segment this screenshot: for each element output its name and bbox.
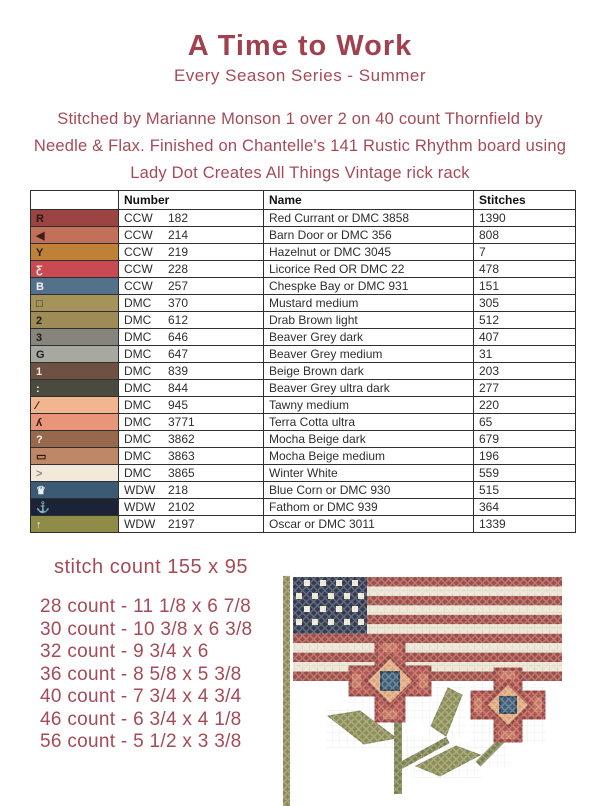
stitches-cell: 407	[474, 329, 576, 346]
name-cell: Beaver Grey ultra dark	[264, 380, 474, 397]
name-cell: Red Currant or DMC 3858	[264, 210, 474, 227]
stitch-symbol: ∕	[36, 399, 38, 412]
thread-color-swatch	[31, 431, 119, 448]
thread-brand: DMC	[124, 449, 152, 463]
stitch-symbol: 3	[36, 331, 43, 344]
stitch-symbol: 1	[36, 365, 43, 378]
number-column-header: Number	[119, 191, 264, 210]
stitches-cell: 196	[474, 448, 576, 465]
thread-code: 370	[168, 296, 189, 310]
thread-brand: DMC	[124, 432, 152, 446]
name-cell: Licorice Red OR DMC 22	[264, 261, 474, 278]
thread-brand: DMC	[124, 313, 152, 327]
stitch-count: stitch count 155 x 95	[54, 556, 248, 578]
number-cell	[119, 295, 264, 312]
size-line: 40 count - 7 3/4 x 4 3/4	[40, 686, 242, 707]
description-line: Needle & Flax. Finished on Chantelle's 141 Rustic Rhythm board using	[33, 137, 567, 155]
thread-code: 214	[168, 228, 189, 242]
size-list	[40, 596, 252, 754]
thread-color-swatch	[31, 295, 119, 312]
stitches-cell: 31	[474, 346, 576, 363]
size-line: 56 count - 5 1/2 x 3 3/8	[40, 731, 242, 752]
number-cell	[119, 227, 264, 244]
table-row	[31, 363, 576, 380]
stitch-symbol: G	[36, 348, 45, 361]
stitch-symbol: R	[36, 212, 44, 225]
stitch-texture	[280, 568, 600, 806]
name-cell: Mocha Beige dark	[264, 431, 474, 448]
stitch-symbol: ▭	[36, 450, 47, 463]
description-line: Stitched by Marianne Monson 1 over 2 on 40 count Thornfield by	[57, 110, 543, 128]
number-cell	[119, 380, 264, 397]
name-cell: Blue Corn or DMC 930	[264, 482, 474, 499]
stitch-symbol: ?	[36, 433, 43, 446]
name-cell: Winter White	[264, 465, 474, 482]
table-row	[31, 278, 576, 295]
stitch-symbol: ⚓	[36, 501, 50, 514]
number-cell	[119, 397, 264, 414]
thread-brand: WDW	[124, 483, 156, 497]
thread-code: 257	[168, 279, 189, 293]
thread-code: 3771	[168, 415, 195, 429]
thread-code: 646	[168, 330, 189, 344]
stitch-symbol: Ƹ	[36, 263, 43, 276]
thread-brand: CCW	[124, 279, 153, 293]
stitches-cell: 277	[474, 380, 576, 397]
thread-brand: DMC	[124, 415, 152, 429]
stitches-column-header: Stitches	[474, 191, 576, 210]
thread-color-swatch	[31, 244, 119, 261]
swatch-column-header	[31, 191, 119, 210]
number-cell	[119, 482, 264, 499]
stitches-cell: 151	[474, 278, 576, 295]
thread-color-swatch	[31, 380, 119, 397]
thread-code: 3865	[168, 466, 195, 480]
number-cell	[119, 329, 264, 346]
page-title: A Time to Work	[187, 30, 413, 62]
thread-color-swatch	[31, 227, 119, 244]
name-cell: Oscar or DMC 3011	[264, 516, 474, 533]
size-line: 46 count - 6 3/4 x 4 1/8	[40, 708, 242, 730]
name-cell: Hazelnut or DMC 3045	[264, 244, 474, 261]
thread-color-swatch	[31, 278, 119, 295]
stitch-symbol: □	[36, 297, 43, 310]
thread-color-swatch	[31, 499, 119, 516]
stitches-cell: 203	[474, 363, 576, 380]
thread-brand: CCW	[124, 245, 153, 259]
stitch-symbol: Y	[36, 246, 44, 259]
name-column-header: Name	[264, 191, 474, 210]
stitches-cell: 515	[474, 482, 576, 499]
stitch-symbol: ʎ	[36, 416, 43, 429]
stitches-cell: 512	[474, 312, 576, 329]
thread-color-swatch	[31, 465, 119, 482]
number-cell	[119, 210, 264, 227]
number-cell	[119, 516, 264, 533]
name-cell: Chespke Bay or DMC 931	[264, 278, 474, 295]
stitches-cell: 1390	[474, 210, 576, 227]
stitches-cell: 1339	[474, 516, 576, 533]
stitch-symbol: ♛	[36, 484, 46, 497]
stitches-cell: 679	[474, 431, 576, 448]
table-row	[31, 261, 576, 278]
number-cell	[119, 414, 264, 431]
stitches-cell: 808	[474, 227, 576, 244]
stitches-cell: 305	[474, 295, 576, 312]
thread-brand: DMC	[124, 398, 152, 412]
number-cell	[119, 244, 264, 261]
thread-brand: CCW	[124, 228, 153, 242]
name-cell: Drab Brown light	[264, 312, 474, 329]
table-row	[31, 465, 576, 482]
thread-brand: WDW	[124, 500, 156, 514]
thread-brand: WDW	[124, 517, 156, 531]
name-cell: Mustard medium	[264, 295, 474, 312]
thread-code: 228	[168, 262, 189, 276]
thread-brand: CCW	[124, 211, 153, 225]
thread-code: 182	[168, 211, 189, 225]
thread-color-swatch	[31, 516, 119, 533]
thread-code: 844	[168, 381, 189, 395]
thread-brand: DMC	[124, 347, 152, 361]
cross-stitch-flag-image	[280, 568, 600, 806]
name-cell: Mocha Beige medium	[264, 448, 474, 465]
thread-color-swatch	[31, 363, 119, 380]
name-cell: Beige Brown dark	[264, 363, 474, 380]
thread-brand: DMC	[124, 466, 152, 480]
table-header-row	[31, 191, 576, 210]
thread-color-swatch	[31, 261, 119, 278]
number-cell	[119, 346, 264, 363]
name-cell: Beaver Grey medium	[264, 346, 474, 363]
thread-color-swatch	[31, 210, 119, 227]
thread-color-swatch	[31, 397, 119, 414]
name-cell: Barn Door or DMC 356	[264, 227, 474, 244]
stitch-symbol: ◀	[36, 229, 45, 242]
stitch-symbol: >	[36, 467, 43, 480]
thread-brand: DMC	[124, 296, 152, 310]
thread-code: 945	[168, 398, 189, 412]
thread-color-swatch	[31, 346, 119, 363]
stitch-symbol: :	[36, 382, 40, 395]
thread-brand: DMC	[124, 330, 152, 344]
table-row	[31, 397, 576, 414]
thread-color-swatch	[31, 312, 119, 329]
description-line: Lady Dot Creates All Things Vintage rick rack	[130, 164, 470, 182]
stitches-cell: 478	[474, 261, 576, 278]
thread-color-swatch	[31, 329, 119, 346]
thread-color-swatch	[31, 448, 119, 465]
table-row	[31, 499, 576, 516]
table-row	[31, 380, 576, 397]
stitches-cell: 65	[474, 414, 576, 431]
number-cell	[119, 312, 264, 329]
thread-code: 218	[168, 483, 189, 497]
thread-brand: DMC	[124, 364, 152, 378]
size-line: 30 count - 10 3/8 x 6 3/8	[40, 618, 253, 640]
thread-color-swatch	[31, 414, 119, 431]
number-cell	[119, 499, 264, 516]
thread-code: 647	[168, 347, 189, 361]
table-row	[31, 482, 576, 499]
page-subtitle: Every Season Series - Summer	[173, 66, 427, 85]
table-row	[31, 448, 576, 465]
table-row	[31, 312, 576, 329]
stitches-cell: 220	[474, 397, 576, 414]
thread-code: 2102	[168, 500, 195, 514]
thread-table	[30, 190, 576, 533]
table-row	[31, 244, 576, 261]
stitch-symbol: ↑	[36, 518, 42, 531]
name-cell: Fathom or DMC 939	[264, 499, 474, 516]
number-cell	[119, 261, 264, 278]
number-cell	[119, 448, 264, 465]
table-row	[31, 210, 576, 227]
name-cell: Beaver Grey dark	[264, 329, 474, 346]
table-row	[31, 329, 576, 346]
stitches-cell: 7	[474, 244, 576, 261]
stitches-cell: 559	[474, 465, 576, 482]
table-row	[31, 414, 576, 431]
thread-code: 612	[168, 313, 189, 327]
number-cell	[119, 363, 264, 380]
number-cell	[119, 465, 264, 482]
thread-code: 839	[168, 364, 189, 378]
size-line: 32 count - 9 3/4 x 6	[40, 641, 209, 662]
name-cell: Terra Cotta ultra	[264, 414, 474, 431]
thread-code: 2197	[168, 517, 195, 531]
thread-code: 219	[168, 245, 189, 259]
thread-code: 3862	[168, 432, 195, 446]
stitch-symbol: B	[36, 280, 44, 293]
table-row	[31, 346, 576, 363]
table-row	[31, 431, 576, 448]
size-line: 36 count - 8 5/8 x 5 3/8	[40, 663, 242, 685]
table-row	[31, 295, 576, 312]
stitch-symbol: 2	[36, 314, 43, 327]
table-row	[31, 516, 576, 533]
name-cell: Tawny medium	[264, 397, 474, 414]
description	[0, 106, 600, 187]
table-row	[31, 227, 576, 244]
number-cell	[119, 431, 264, 448]
thread-code: 3863	[168, 449, 195, 463]
thread-color-swatch	[31, 482, 119, 499]
size-line: 28 count - 11 1/8 x 6 7/8	[40, 596, 252, 617]
thread-brand: CCW	[124, 262, 153, 276]
number-cell	[119, 278, 264, 295]
stitches-cell: 364	[474, 499, 576, 516]
thread-brand: DMC	[124, 381, 152, 395]
